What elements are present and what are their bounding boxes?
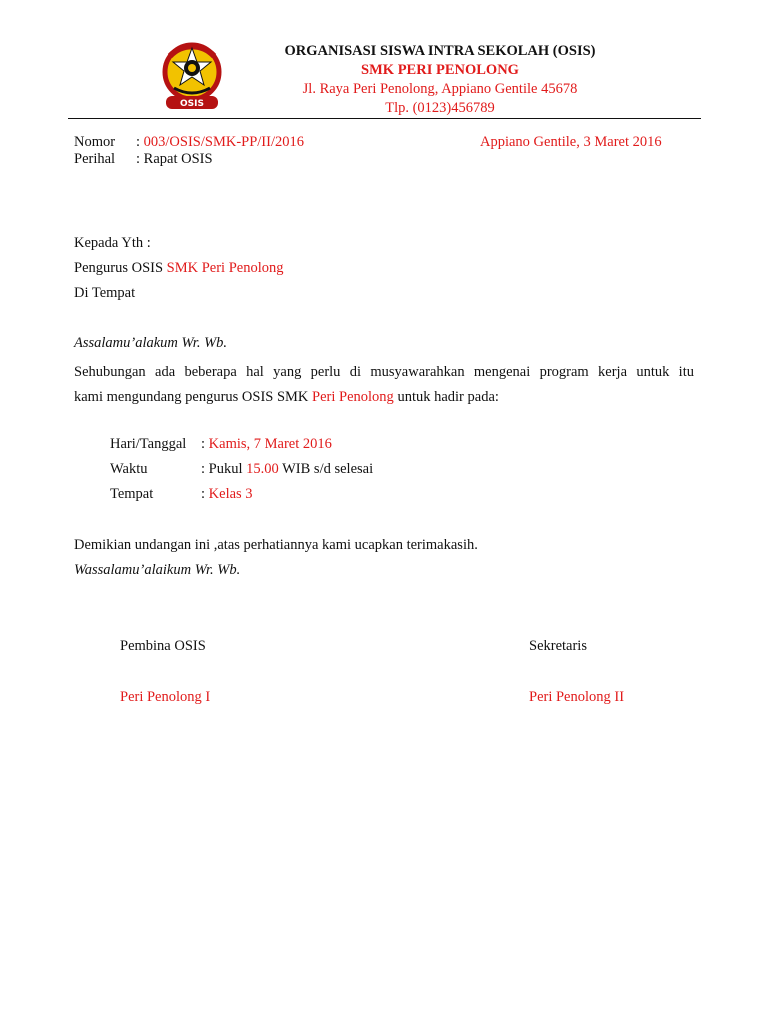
time-label: Waktu: [110, 461, 148, 477]
place-label: Tempat: [110, 486, 154, 502]
recipient-line3: Di Tempat: [74, 285, 136, 301]
perihal-label: Perihal: [74, 151, 116, 167]
body-paragraph: [74, 360, 694, 410]
nomor-label: Nomor: [74, 134, 116, 150]
date-value: : Kamis, 7 Maret 2016: [201, 436, 332, 452]
nomor-number: 003/OSIS/SMK-PP/II/2016: [143, 134, 304, 150]
paragraph-school: Peri Penolong: [312, 389, 394, 405]
school-phone: Tlp. (0123)456789: [385, 100, 495, 116]
school-name: SMK PERI PENOLONG: [361, 62, 519, 78]
org-name: ORGANISASI SISWA INTRA SEKOLAH (OSIS): [284, 43, 596, 59]
place-value: : Kelas 3: [201, 486, 253, 502]
paragraph-line1: Sehubungan ada beberapa hal yang perlu di musyawarahkan mengenai program kerja untuk itu: [74, 364, 694, 380]
place-date: Appiano Gentile, 3 Maret 2016: [480, 134, 662, 150]
recipient-line2: Pengurus OSIS SMK Peri Penolong: [74, 260, 284, 276]
letterhead: [230, 42, 650, 118]
nomor-value: : 003/OSIS/SMK-PP/II/2016: [136, 134, 304, 150]
perihal-value: : Rapat OSIS: [136, 151, 213, 167]
date-label: Hari/Tanggal: [110, 436, 187, 452]
signature-right-title: Sekretaris: [529, 638, 587, 654]
closing-text: Demikian undangan ini ,atas perhatiannya kami ucapkan terimakasih.: [74, 537, 478, 553]
time-value: : Pukul 15.00 WIB s/d selesai: [201, 461, 374, 477]
logo-text: OSIS: [180, 99, 204, 109]
signature-left-title: Pembina OSIS: [120, 638, 206, 654]
signature-left-name: Peri Penolong I: [120, 689, 211, 705]
paragraph-line2: kami mengundang pengurus OSIS SMK Peri Penolong untuk hadir pada:: [74, 389, 499, 405]
recipient-line1: Kepada Yth :: [74, 235, 151, 251]
osis-logo: [160, 38, 224, 114]
farewell: Wassalamu’alaikum Wr. Wb.: [74, 562, 241, 578]
recipient-school: SMK Peri Penolong: [166, 260, 284, 276]
signature-right-name: Peri Penolong II: [529, 689, 625, 705]
school-address: Jl. Raya Peri Penolong, Appiano Gentile 45678: [302, 81, 578, 97]
letterhead-divider: [68, 118, 701, 119]
greeting: Assalamu’alakum Wr. Wb.: [74, 335, 228, 351]
